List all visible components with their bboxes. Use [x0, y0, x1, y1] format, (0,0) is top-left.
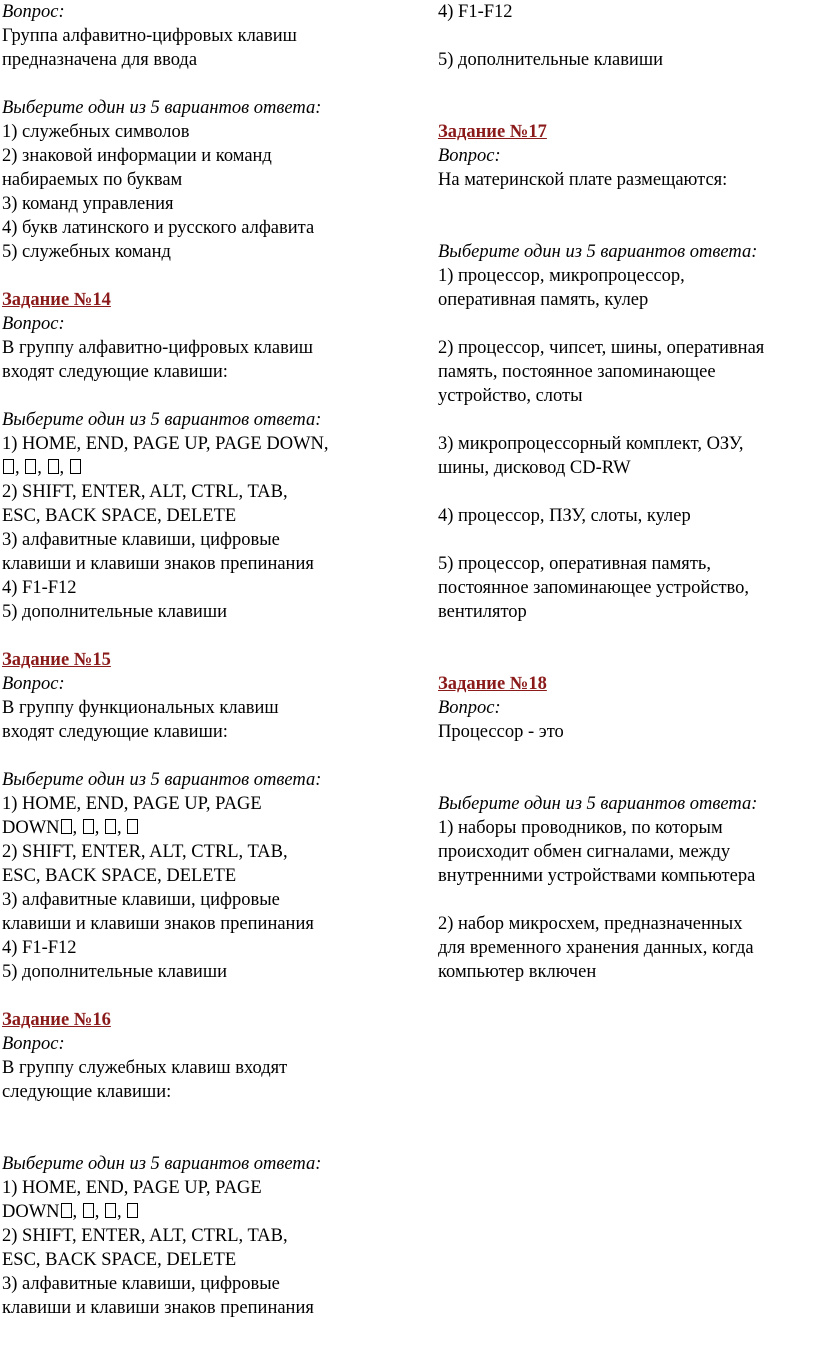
answer-line: 2) SHIFT, ENTER, ALT, CTRL, TAB, — [2, 1226, 288, 1246]
answer-line: 3) алфавитные клавиши, цифровые — [2, 1274, 280, 1294]
answer-line-arrow-keys: DOWN , , , — [2, 816, 402, 840]
answer-line: 2) процессор, чипсет, шины, оперативная — [438, 338, 765, 358]
question-label: Вопрос: — [438, 698, 501, 718]
question-label: Вопрос: — [2, 314, 65, 334]
question-line: Группа алфавитно-цифровых клавиш — [2, 26, 297, 46]
answer-prompt: Выберите один из 5 вариантов ответа: — [2, 410, 322, 430]
question-label: Вопрос: — [2, 674, 65, 694]
answer-line: 5) служебных команд — [2, 242, 171, 262]
answer-line: 2) SHIFT, ENTER, ALT, CTRL, TAB, — [2, 482, 288, 502]
answer-line: 5) процессор, оперативная память, — [438, 554, 711, 574]
answer-line: внутренними устройствами компьютера — [438, 866, 756, 886]
answer-line: оперативная память, кулер — [438, 290, 649, 310]
missing-glyph-icon — [3, 459, 14, 474]
answer-prompt: Выберите один из 5 вариантов ответа: — [438, 794, 758, 814]
question-label: Вопрос: — [2, 1034, 65, 1054]
answer-line: для временного хранения данных, когда — [438, 938, 754, 958]
missing-glyph-icon — [48, 459, 59, 474]
missing-glyph-icon — [105, 819, 116, 834]
answer-line: клавиши и клавиши знаков препинания — [2, 1298, 314, 1318]
task-title: Задание №18 — [438, 674, 547, 694]
answer-line: 1) HOME, END, PAGE UP, PAGE DOWN, — [2, 434, 329, 454]
answer-line: 3) команд управления — [2, 194, 174, 214]
right-column — [438, 0, 814, 984]
answer-line: 4) F1-F12 — [2, 938, 77, 958]
answer-line: компьютер включен — [438, 962, 597, 982]
answer-line: постоянное запоминающее устройство, — [438, 578, 750, 598]
answer-line: 4) F1-F12 — [2, 578, 77, 598]
answer-line: 3) микропроцессорный комплект, ОЗУ, — [438, 434, 744, 454]
missing-glyph-icon — [127, 1203, 138, 1218]
missing-glyph-icon — [83, 819, 94, 834]
answer-line: 4) F1-F12 — [438, 2, 513, 22]
answer-line: 5) дополнительные клавиши — [438, 50, 663, 70]
question-line: В группу функциональных клавиш — [2, 698, 279, 718]
answer-line: 2) SHIFT, ENTER, ALT, CTRL, TAB, — [2, 842, 288, 862]
answer-line: клавиши и клавиши знаков препинания — [2, 554, 314, 574]
missing-glyph-icon — [25, 459, 36, 474]
answer-prompt: Выберите один из 5 вариантов ответа: — [2, 1154, 322, 1174]
answer-line: 3) алфавитные клавиши, цифровые — [2, 530, 280, 550]
answer-line: ESC, BACK SPACE, DELETE — [2, 866, 237, 886]
missing-glyph-icon — [83, 1203, 94, 1218]
answer-prompt: Выберите один из 5 вариантов ответа: — [438, 242, 758, 262]
answer-prompt: Выберите один из 5 вариантов ответа: — [2, 98, 322, 118]
question-line: предназначена для ввода — [2, 50, 198, 70]
answer-line: происходит обмен сигналами, между — [438, 842, 731, 862]
answer-line: 4) букв латинского и русского алфавита — [2, 218, 315, 238]
answer-line: 1) HOME, END, PAGE UP, PAGE — [2, 1178, 262, 1198]
left-column — [2, 0, 402, 1320]
answer-line: 1) служебных символов — [2, 122, 190, 142]
missing-glyph-icon — [61, 819, 72, 834]
answer-line: 1) наборы проводников, по которым — [438, 818, 723, 838]
answer-line-arrow-keys: , , , — [2, 456, 402, 480]
task-title: Задание №16 — [2, 1010, 111, 1030]
answer-line: устройство, слоты — [438, 386, 583, 406]
question-line: Процессор - это — [438, 722, 564, 742]
answer-line-arrow-keys: DOWN , , , — [2, 1200, 402, 1224]
answer-line: клавиши и клавиши знаков препинания — [2, 914, 314, 934]
missing-glyph-icon — [105, 1203, 116, 1218]
question-line: следующие клавиши: — [2, 1082, 172, 1102]
answer-line: память, постоянное запоминающее — [438, 362, 716, 382]
answer-line: 1) HOME, END, PAGE UP, PAGE — [2, 794, 262, 814]
answer-line: 1) процессор, микропроцессор, — [438, 266, 685, 286]
answer-line: вентилятор — [438, 602, 527, 622]
question-line: На материнской плате размещаются: — [438, 170, 728, 190]
answer-line: 3) алфавитные клавиши, цифровые — [2, 890, 280, 910]
answer-line: ESC, BACK SPACE, DELETE — [2, 506, 237, 526]
answer-line: 5) дополнительные клавиши — [2, 602, 227, 622]
answer-line: 2) знаковой информации и команд — [2, 146, 272, 166]
answer-line: набираемых по буквам — [2, 170, 183, 190]
missing-glyph-icon — [70, 459, 81, 474]
answer-line: 2) набор микросхем, предназначенных — [438, 914, 743, 934]
answer-line: 4) процессор, ПЗУ, слоты, кулер — [438, 506, 691, 526]
question-line: входят следующие клавиши: — [2, 362, 228, 382]
task-title: Задание №17 — [438, 122, 547, 142]
question-line: В группу служебных клавиш входят — [2, 1058, 288, 1078]
question-label: Вопрос: — [438, 146, 501, 166]
answer-line: 5) дополнительные клавиши — [2, 962, 227, 982]
missing-glyph-icon — [127, 819, 138, 834]
missing-glyph-icon — [61, 1203, 72, 1218]
answer-line: ESC, BACK SPACE, DELETE — [2, 1250, 237, 1270]
question-line: В группу алфавитно-цифровых клавиш — [2, 338, 313, 358]
answer-line: шины, дисковод CD-RW — [438, 458, 631, 478]
question-line: входят следующие клавиши: — [2, 722, 228, 742]
answer-prompt: Выберите один из 5 вариантов ответа: — [2, 770, 322, 790]
question-label: Вопрос: — [2, 2, 65, 22]
task-title: Задание №14 — [2, 290, 111, 310]
task-title: Задание №15 — [2, 650, 111, 670]
